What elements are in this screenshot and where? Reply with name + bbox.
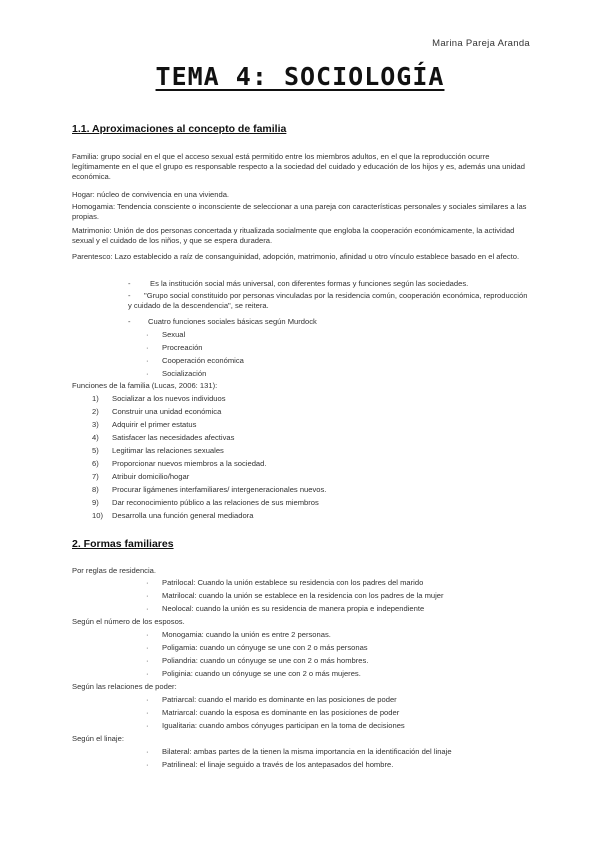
dash-item — [128, 317, 317, 327]
dot-bullet: · — [146, 747, 149, 756]
group-item: · Matrilocal: cuando la unión se establece en la residencia con los padres de la mujer — [146, 591, 444, 600]
group-item: · Poliginia: cuando un cónyuge se une con 2 o más mujeres. — [146, 669, 361, 678]
murdock-item: · Procreación — [146, 343, 203, 352]
murdock-item: · Cooperación económica — [146, 356, 244, 365]
dot-bullet: · — [146, 695, 149, 704]
group-item: · Poligamia: cuando un cónyuge se une con 2 o más personas — [146, 643, 368, 652]
dash-item — [128, 291, 528, 311]
definition-parentesco: Parentesco: Lazo establecido a raíz de consanguinidad, adopción, matrimonio, afinidad u otro vínculo establece basado en el afecto. — [72, 252, 520, 261]
murdock-item: · Sexual — [146, 330, 186, 339]
group-item: · Poliandria: cuando un cónyuge se une con 2 o más hombres. — [146, 656, 369, 665]
dash-bullet: - — [128, 317, 131, 326]
dot-bullet: · — [146, 369, 149, 378]
section-heading-2: 2. Formas familiares — [72, 538, 174, 550]
function-item: 5) Legitimar las relaciones sexuales — [92, 446, 224, 455]
dot-bullet: · — [146, 656, 149, 665]
dot-bullet: · — [146, 708, 149, 717]
group-item: · Patrilineal: el linaje seguido a través de los antepasados del hombre. — [146, 760, 394, 769]
function-item: 3) Adquirir el primer estatus — [92, 420, 197, 429]
dot-bullet: · — [146, 330, 149, 339]
function-item: 2) Construir una unidad económica — [92, 407, 222, 416]
definition-matrimonio: Matrimonio: Unión de dos personas concertada y ritualizada socialmente que engloba la cooperación económicamente, la actividad sexual y el cuidado de los niños, y que se espera duradera. — [72, 226, 515, 245]
function-item: 7) Atribuir domicilio/hogar — [92, 472, 190, 481]
function-item: 1) Socializar a los nuevos individuos — [92, 394, 226, 403]
dash-item-text: Cuatro funciones sociales básicas según Murdock — [148, 317, 317, 326]
dot-bullet: · — [146, 760, 149, 769]
function-item: 4) Satisfacer las necesidades afectivas — [92, 433, 235, 442]
dash-item-text: Es la institución social más universal, con diferentes formas y funciones según las sociedades. — [150, 279, 469, 288]
group-label: Según el linaje: — [72, 734, 124, 743]
group-item: · Patriarcal: cuando el marido es dominante en las posiciones de poder — [146, 695, 397, 704]
section-heading-1: 1.1. Aproximaciones al concepto de familia — [72, 123, 287, 135]
group-label: Por reglas de residencia. — [72, 566, 156, 575]
group-item: · Matriarcal: cuando la esposa es dominante en las posiciones de poder — [146, 708, 400, 717]
dot-bullet: · — [146, 669, 149, 678]
page-title: TEMA 4: SOCIOLOGÍA — [155, 62, 445, 91]
group-item: · Bilateral: ambas partes de la tienen la misma importancia en la identificación del linaje — [146, 747, 452, 756]
dot-bullet: · — [146, 630, 149, 639]
definition-familia: Familia: grupo social en el que el acceso sexual está permitido entre los miembros adultos, en el que la reproducción ocurre legítimamente en el que el grupo es responsable respecto a la sociedad del cuidado y educación de los hijos y es, además una unidad económica. — [72, 152, 525, 181]
group-label: Según las relaciones de poder: — [72, 682, 177, 691]
dash-item-text: "Grupo social constituido por personas vinculadas por la residencia común, cooperación económica, reproducción y cuidado de la descendencia", se reitera. — [128, 291, 528, 310]
funciones-title: Funciones de la familia (Lucas, 2006: 131): — [72, 381, 218, 390]
function-item: 9) Dar reconocimiento público a las relaciones de sus miembros — [92, 498, 319, 507]
function-item: 6) Proporcionar nuevos miembros a la sociedad. — [92, 459, 267, 468]
group-item: · Monogamia: cuando la unión es entre 2 personas. — [146, 630, 331, 639]
dot-bullet: · — [146, 604, 149, 613]
group-label: Según el número de los esposos. — [72, 617, 185, 626]
author-name: Marina Pareja Aranda — [432, 38, 530, 49]
group-item: · Patrilocal: Cuando la unión establece su residencia con los padres del marido — [146, 578, 424, 587]
dot-bullet: · — [146, 591, 149, 600]
definition-homogamia: Homogamia: Tendencia consciente o inconsciente de seleccionar a una pareja con características personales y sociales similares a las propias. — [72, 202, 527, 221]
group-item: · Neolocal: cuando la unión es su residencia de manera propia e independiente — [146, 604, 425, 613]
group-item: · Igualitaria: cuando ambos cónyuges participan en la toma de decisiones — [146, 721, 405, 730]
murdock-item: · Socialización — [146, 369, 207, 378]
dot-bullet: · — [146, 643, 149, 652]
dash-item — [128, 279, 468, 289]
dot-bullet: · — [146, 578, 149, 587]
dot-bullet: · — [146, 343, 149, 352]
dash-bullet: - — [128, 291, 131, 300]
dot-bullet: · — [146, 721, 149, 730]
function-item: 10) Desarrolla una función general mediadora — [92, 511, 254, 520]
definition-hogar: Hogar: núcleo de convivencia en una vivienda. — [72, 190, 230, 199]
function-item: 8) Procurar ligámenes interfamiliares/ intergeneracionales nuevos. — [92, 485, 327, 494]
dot-bullet: · — [146, 356, 149, 365]
dash-bullet: - — [128, 279, 131, 288]
